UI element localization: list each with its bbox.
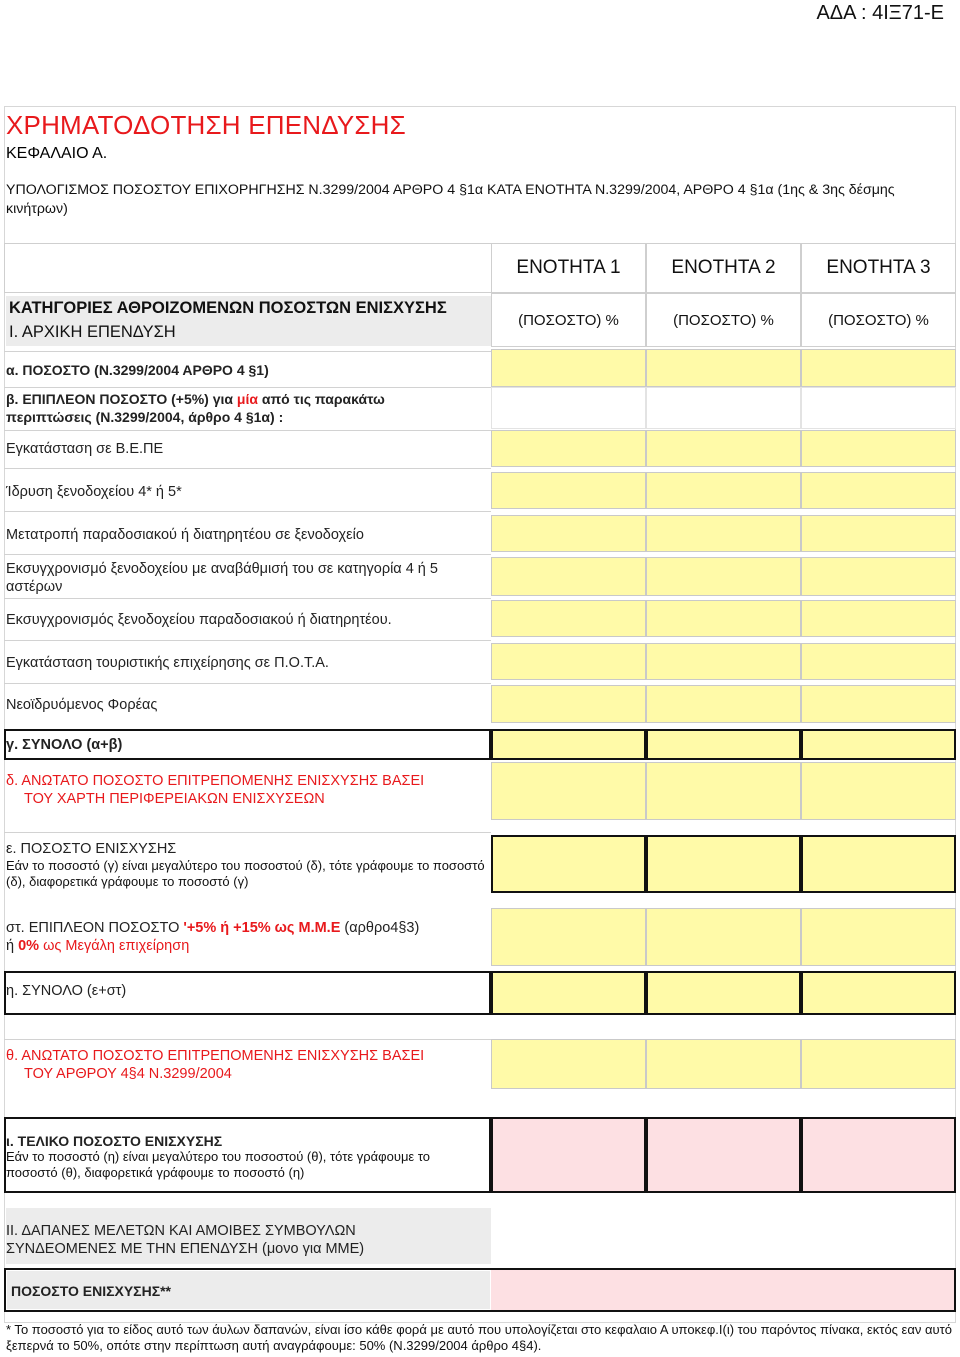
case-5-unit-2-input[interactable]	[646, 600, 801, 637]
row-g-unit-3-total	[801, 729, 956, 760]
case-6-label: Εγκατάσταση τουριστικής επιχείρησης σε Π.Ο.Τ.Α.	[6, 655, 329, 671]
unit-2-header: ΕΝΟΤΗΤΑ 2	[646, 243, 801, 293]
row-b-text-part2: από τις παρακάτω	[257, 391, 385, 407]
form-title: ΧΡΗΜΑΤΟΔΟΤΗΣΗ ΕΠΕΝΔΥΣΗΣ	[6, 110, 406, 140]
row-e-unit-3-result	[801, 835, 956, 893]
row-st-unit-3-input[interactable]	[801, 908, 956, 966]
row-b-text-line2: περιπτώσεις (Ν.3299/2004, άρθρο 4 §1α) :	[6, 409, 284, 425]
row-d-label	[6, 772, 424, 808]
row-g-unit-1-total	[491, 729, 646, 760]
row-d-line2: ΤΟΥ ΧΑΡΤΗ ΠΕΡΙΦΕΡΕΙΑΚΩΝ ΕΝΙΣΧΥΣΕΩΝ	[24, 791, 325, 807]
case-3-unit-2-input[interactable]	[646, 515, 801, 552]
row-divider	[4, 832, 491, 833]
case-4-unit-3-input[interactable]	[801, 557, 956, 596]
unit-3-percent-header: (ΠΟΣΟΣΤΟ) %	[801, 293, 956, 347]
case-7-label: Νεοϊδρυόμενος Φορέας	[6, 697, 158, 713]
case-3-label: Μετατροπή παραδοσιακού ή διατηρητέου σε ξενοδοχείο	[6, 527, 364, 543]
chapter-label: ΚΕΦΑΛΑΙΟ Α.	[6, 145, 108, 162]
case-6-unit-3-input[interactable]	[801, 643, 956, 680]
row-divider	[4, 598, 491, 599]
row-i-unit-3-final	[801, 1117, 956, 1193]
row-st-unit-2-input[interactable]	[646, 908, 801, 966]
row-b-text-part1: β. ΕΠΙΠΛΕΟΝ ΠΟΣΟΣΤΟ (+5%) για	[6, 391, 237, 407]
aid-rate-input[interactable]	[491, 1270, 954, 1310]
case-5-unit-1-input[interactable]	[491, 600, 646, 637]
row-g-label: γ. ΣΥΝΟΛΟ (α+β)	[6, 737, 123, 753]
row-th-line1: θ. ΑΝΩΤΑΤΟ ΠΟΣΟΣΤΟ ΕΠΙΤΡΕΠΟΜΕΝΗΣ ΕΝΙΣΧΥΣΗΣ ΒΑΣΕΙ	[6, 1048, 425, 1064]
row-d-unit-3-input[interactable]	[801, 762, 956, 820]
row-divider	[4, 468, 491, 469]
calculation-description: ΥΠΟΛΟΓΙΣΜΟΣ ΠΟΣΟΣΤΟΥ ΕΠΙΧΟΡΗΓΗΣΗΣ Ν.3299/2004 ΑΡΘΡΟ 4 §1α ΚΑΤΑ ΕΝΟΤΗΤΑ Ν.3299/2004, ΑΡΘΡΟ 4 §1α (1ης & 3ης δέσμης κινήτρων)	[6, 182, 895, 217]
row-th-label	[6, 1047, 424, 1083]
header-blank-cell	[4, 243, 491, 293]
row-h-label: η. ΣΥΝΟΛΟ (ε+στ)	[6, 983, 127, 999]
case-3-unit-1-input[interactable]	[491, 515, 646, 552]
row-st-label	[6, 919, 419, 955]
section-2-line2: ΣΥΝΔΕΟΜΕΝΕΣ ΜΕ ΤΗΝ ΕΠΕΝΔΥΣΗ (μονο για ΜΜΕ)	[6, 1241, 365, 1257]
row-divider	[4, 683, 491, 684]
row-st-text-part1: στ. ΕΠΙΠΛΕΟΝ ΠΟΣΟΣΤΟ	[6, 920, 184, 936]
unit-3-header: ΕΝΟΤΗΤΑ 3	[801, 243, 956, 293]
row-divider	[4, 511, 491, 512]
row-b-unit-3-cell	[801, 387, 956, 429]
case-5-unit-3-input[interactable]	[801, 600, 956, 637]
row-i-unit-1-final	[491, 1117, 646, 1193]
row-b-unit-2-cell	[646, 387, 801, 429]
case-1-unit-2-input[interactable]	[646, 430, 801, 467]
row-a-unit-1-input[interactable]	[491, 349, 646, 387]
row-e-unit-2-result	[646, 835, 801, 893]
row-th-unit-2-input[interactable]	[646, 1039, 801, 1089]
category-title: ΚΑΤΗΓΟΡΙΕΣ ΑΘΡΟΙΖΟΜΕΝΩΝ ΠΟΣΟΣΤΩΝ ΕΝΙΣΧΥΣΗΣ	[9, 299, 447, 317]
row-st-unit-1-input[interactable]	[491, 908, 646, 966]
case-4-unit-1-input[interactable]	[491, 557, 646, 596]
case-1-unit-1-input[interactable]	[491, 430, 646, 467]
row-e-unit-1-result	[491, 835, 646, 893]
row-th-unit-3-input[interactable]	[801, 1039, 956, 1089]
row-i-unit-2-final	[646, 1117, 801, 1193]
row-b-label	[6, 390, 385, 426]
case-2-unit-3-input[interactable]	[801, 472, 956, 509]
row-divider	[4, 554, 491, 555]
row-a-unit-2-input[interactable]	[646, 349, 801, 387]
row-st-text-part2: (αρθρο4§3)	[340, 920, 420, 936]
row-d-line1: δ. ΑΝΩΤΑΤΟ ΠΟΣΟΣΤΟ ΕΠΙΤΡΕΠΟΜΕΝΗΣ ΕΝΙΣΧΥΣΗΣ ΒΑΣΕΙ	[6, 773, 425, 789]
case-2-label: Ίδρυση ξενοδοχείου 4* ή 5*	[6, 484, 182, 500]
footnote: * Το ποσοστό για το είδος αυτό των άυλων δαπανών, είναι ίσο κάθε φορά με αυτό που υπολογίζεται στο κεφαλαιο Α υποκεφ.Ι(ι) του παρόντος πίνακα, εκτός εαν αυτό ξεπερνά το 50%, οπότε στην περίπτωση αυτή αναγράφουμε: 50% (Ν.3299/2004 άρθρο 4§4).	[6, 1322, 952, 1353]
case-7-unit-3-input[interactable]	[801, 685, 956, 723]
case-7-unit-2-input[interactable]	[646, 685, 801, 723]
row-h-unit-1-total	[491, 971, 646, 1015]
row-b-text-red: μία	[236, 391, 258, 407]
section-2-label	[6, 1222, 364, 1258]
row-b-unit-1-cell	[491, 387, 646, 429]
section-2-line1: ΙΙ. ΔΑΠΑΝΕΣ ΜΕΛΕΤΩΝ ΚΑΙ ΑΜΟΙΒΕΣ ΣΥΜΒΟΥΛΩΝ	[6, 1223, 356, 1239]
row-st-line2-zero: 0%	[18, 938, 40, 954]
unit-1-percent-header: (ΠΟΣΟΣΤΟ) %	[491, 293, 646, 347]
row-d-unit-2-input[interactable]	[646, 762, 801, 820]
row-divider	[4, 1039, 491, 1040]
row-st-line2-red: ως Μεγάλη επιχείρηση	[39, 938, 190, 954]
case-4-label: Εκσυγχρονισμό ξενοδοχείου με αναβάθμισή του σε κατηγορία 4 ή 5 αστέρων	[6, 561, 438, 595]
unit-2-percent-header: (ΠΟΣΟΣΤΟ) %	[646, 293, 801, 347]
case-2-unit-1-input[interactable]	[491, 472, 646, 509]
case-2-unit-2-input[interactable]	[646, 472, 801, 509]
case-5-label: Εκσυγχρονισμός ξενοδοχείου παραδοσιακού ή διατηρητέου.	[6, 612, 392, 628]
row-i-title: ι. ΤΕΛΙΚΟ ΠΟΣΟΣΤΟ ΕΝΙΣΧΥΣΗΣ	[6, 1133, 223, 1149]
row-i-note: Εάν το ποσοστό (η) είναι μεγαλύτερο του ποσοστού (θ), τότε γράφουμε το ποσοστό (θ), διαφορετικά γράφουμε το ποσοστό (η)	[6, 1149, 431, 1180]
initial-investment-label: Ι. ΑΡΧΙΚΗ ΕΠΕΝΔΥΣΗ	[9, 323, 176, 341]
row-st-line2-a: ή	[6, 938, 19, 954]
row-d-unit-1-input[interactable]	[491, 762, 646, 820]
row-a-unit-3-input[interactable]	[801, 349, 956, 387]
row-th-unit-1-input[interactable]	[491, 1039, 646, 1089]
row-divider	[4, 387, 491, 388]
unit-1-header: ΕΝΟΤΗΤΑ 1	[491, 243, 646, 293]
row-divider	[4, 351, 491, 352]
case-7-unit-1-input[interactable]	[491, 685, 646, 723]
row-h-unit-3-total	[801, 971, 956, 1015]
row-st-text-red: '+5% ή +15% ως Μ.Μ.Ε	[183, 920, 341, 936]
row-divider	[4, 640, 491, 641]
row-e-title: ε. ΠΟΣΟΣΤΟ ΕΝΙΣΧΥΣΗΣ	[6, 841, 177, 857]
row-th-line2: ΤΟΥ ΑΡΘΡΟΥ 4§4 Ν.3299/2004	[24, 1066, 232, 1082]
row-a-label: α. ΠΟΣΟΣΤΟ (Ν.3299/2004 ΑΡΘΡΟ 4 §1)	[6, 362, 269, 378]
row-g-unit-2-total	[646, 729, 801, 760]
case-1-label: Εγκατάσταση σε Β.Ε.ΠΕ	[6, 441, 164, 457]
ada-code: ΑΔΑ : 4ΙΞ71-Ε	[816, 2, 944, 24]
case-6-unit-2-input[interactable]	[646, 643, 801, 680]
case-4-unit-2-input[interactable]	[646, 557, 801, 596]
row-h-unit-2-total	[646, 971, 801, 1015]
case-3-unit-3-input[interactable]	[801, 515, 956, 552]
row-divider	[4, 430, 491, 431]
case-6-unit-1-input[interactable]	[491, 643, 646, 680]
row-e-note: Εάν το ποσοστό (γ) είναι μεγαλύτερο του ποσοστού (δ), τότε γράφουμε το ποσοστό (δ), διαφορετικά γράφουμε το ποσοστό (γ)	[6, 858, 485, 889]
case-1-unit-3-input[interactable]	[801, 430, 956, 467]
aid-rate-label: ΠΟΣΟΣΤΟ ΕΝΙΣΧΥΣΗΣ**	[11, 1283, 171, 1299]
